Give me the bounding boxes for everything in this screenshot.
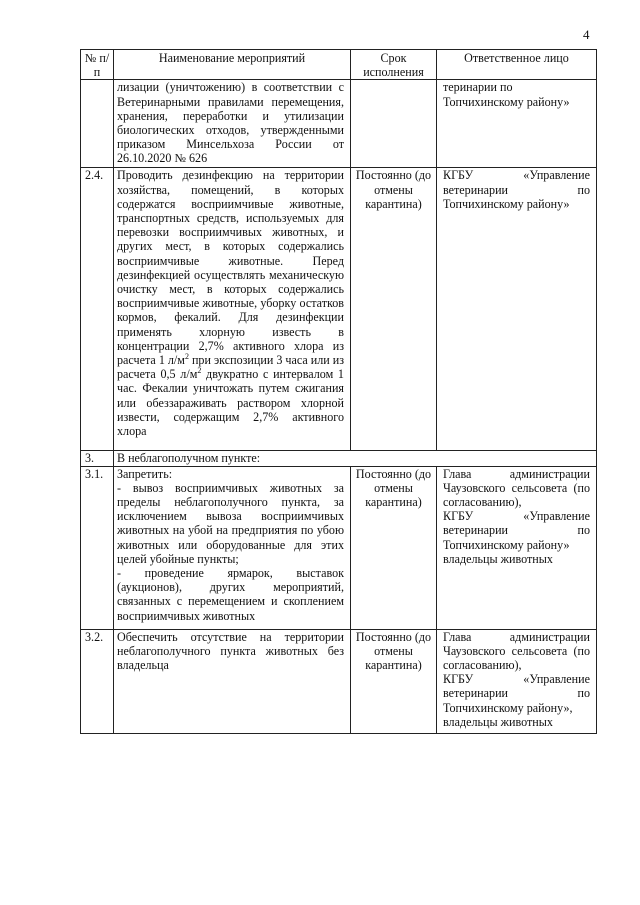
row-term: Постоянно (до отмены карантина) [351,168,437,451]
row-description-text: Обеспечить отсутствие на территории неблагополучного пункта животных без владельца [117,629,344,673]
row-term [351,80,437,168]
row-description-text: лизации (уничтожению) в соответствии с Ветеринарными правилами перемещения, хранения, переработки и утилизации биологических отходов, утвержденными приказом Минсельхоза России от 26.10.2020 № 626 [117,80,344,166]
header-name: Наименование мероприятий [114,50,351,80]
superscript: 2 [197,366,202,376]
row-description [114,168,351,451]
row-term: Постоянно (до отмены карантина) [351,466,437,629]
row-description [114,629,351,733]
row-description [114,466,351,629]
row-responsible-text: КГБУ «Управление ветеринарии по Топчихинскому району» [443,509,590,552]
table-row [81,466,597,629]
row-description-text: - вывоз восприимчивых животных за пределы неблагополучного пункта, за исключением вывоза восприимчивых животных на убой на предприятия по убою животных или оборудованные для этих целей убойные пункты; [117,480,344,566]
row-num [81,80,114,168]
page-number: 4 [583,27,590,42]
measures-table [80,49,597,734]
header-responsible: Ответственное лицо [437,50,597,80]
header-term: Срок исполнения [351,50,437,80]
row-responsible [437,80,597,168]
row-description-text: при экспозиции 3 часа или из расчета 0,5 л/м [117,353,344,382]
row-responsible [437,168,597,451]
table-row [81,80,597,168]
row-num: 3. [81,451,114,466]
row-description-text: Проводить дезинфекцию на территории хозяйства, помещений, в которых содержатся восприимчивые животные, транспортных средств, используемых для перевозки восприимчивых животных, и других мест, в которых содержались восприимчивые животные. Перед дезинфекцией осуществлять механическую очистку мест, в которых содержались восприимчивые животные, уборку остатков кормов, фекалий. Для дезинфекции применять хлорную известь в концентрации 2,7% активного хлора из расчета 1 л/м [117,168,344,368]
section-title: В неблагополучном пункте: [114,451,597,466]
row-responsible-text: КГБУ «Управление ветеринарии по Топчихинскому району», [443,672,590,715]
row-num: 2.4. [81,168,114,451]
row-responsible-text: Глава администрации Чаузовского сельсовета (по согласованию), [443,629,590,673]
table-row [81,168,597,451]
row-term: Постоянно (до отмены карантина) [351,629,437,733]
table-header-row [81,50,597,80]
row-num: 3.1. [81,466,114,629]
row-responsible-text: Глава администрации Чаузовского сельсовета (по согласованию), [443,466,590,510]
row-responsible-text: владельцы животных [443,551,553,566]
table-row [81,629,597,733]
row-responsible-text: КГБУ «Управление ветеринарии по Топчихинскому району» [443,168,590,211]
header-num: № п/п [81,50,114,80]
row-responsible-text: владельцы животных [443,714,553,729]
row-num: 3.2. [81,629,114,733]
superscript: 2 [184,352,189,362]
row-description-text: двукратно с интервалом 1 час. Фекалии уничтожать путем сжигания или обеззараживать раствором хлорной извести, содержащим 2,7% активного хлора [117,367,344,439]
row-responsible-text: теринарии по Топчихинскому району» [443,80,570,109]
row-description-text: Запретить: [117,466,173,481]
section-row [81,451,597,466]
row-responsible [437,629,597,733]
row-responsible [437,466,597,629]
row-description [114,80,351,168]
row-description-text: - проведение ярмарок, выставок (аукционов), других мероприятий, связанных с перемещением и скоплением восприимчивых животных [117,566,344,623]
